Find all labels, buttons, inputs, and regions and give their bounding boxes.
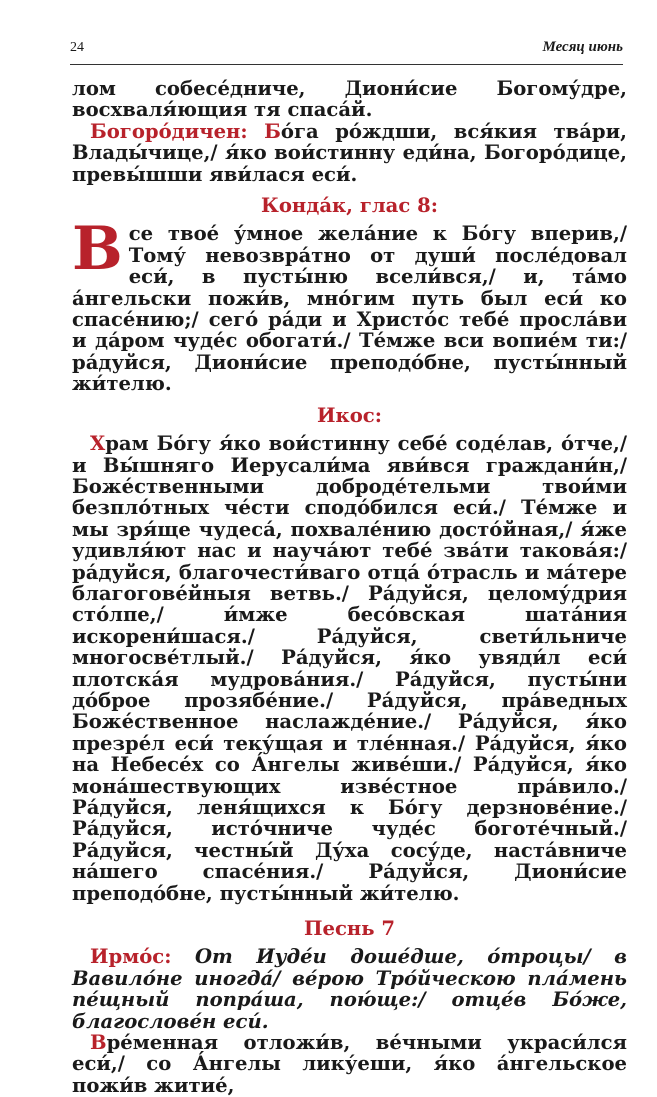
verse-initial: В	[90, 1031, 107, 1055]
ikos-heading: Икос:	[317, 403, 382, 427]
verse-paragraph	[72, 1032, 627, 1096]
irmos-text: От Иуде́и доше́дше, о́троцы/ в Вавило́не иногда́/ ве́рою Тро́йческою пла́мень пе́щный попра́ша, пою́ще:/ отце́в Бо́же, благослове́н еси́.	[72, 945, 627, 1033]
kondak-heading: Конда́к, глас 8:	[261, 194, 438, 218]
bogorodichen-text: о́га ро́ждши, вся́кия тва́ри, Влады́чице,/ я́ко вои́стинну еди́на, Богоро́дице, превы́шши яви́лася еси́.	[72, 119, 627, 186]
ikos-paragraph	[72, 433, 627, 904]
ikos-initial: Х	[90, 432, 106, 456]
kondak-text: се твое́ у́мное жела́ние к Бо́гу вперив,/ Тому́ невозвра́тно от души́ после́довал еси́, в пусты́ню всели́вся,/ и, та́мо а́нгельски пожи́в, мно́гим путь был еси́ ко спасе́нию;/ сего́ ра́ди и Христо́с тебе́ просла́ви и да́ром чуде́с обогати́./ Те́мже вси вопие́м ти:/ ра́дуйся, Диони́сие преподо́бне, пусты́нный жи́телю.	[72, 222, 627, 396]
ikos-text: рам Бо́гу я́ко вои́стинну себе́ соде́лав, о́тче,/ и Вы́шняго Иерусали́ма яви́вся граждани́н,/ Боже́ственными доброде́тельми твои́ми безпло́тных че́сти сподо́бился еси́./ Те́мже и мы зря́ще чудеса́, похвале́нию досто́йная,/ я́же удивля́ют нас и науча́ют тебе́ зва́ти такова́я:/ ра́дуйся, благочести́ваго отца́ о́трасль и ма́тере благогове́йныя ветвь./ Ра́дуйся, целому́дрия сто́лпе,/ и́мже бесо́вская шата́ния искорени́шася./ Ра́дуйся, свети́льниче многосве́тлый./ Ра́дуйся, я́ко увяди́л еси́ плотска́я мудрова́ния./ Ра́дуйся, пусты́ни до́брое прозябе́ние./ Ра́дуйся, пра́ведных Боже́ственное наслажде́ние./ Ра́дуйся, я́ко презре́л еси́ теку́щая и тле́нная./ Ра́дуйся, я́ко на Небесе́х со А́нгелы живе́ши./ Ра́дуйся, я́ко мона́шествующих изве́стное пра́вило./ Ра́дуйся, леня́щихся к Бо́гу дерзнове́ние./ Ра́дуйся, исто́чниче чуде́с боготе́чный./ Ра́дуйся, честны́й Ду́ха сосу́де, наста́вниче на́шего спасе́ния./ Ра́дуйся, Диони́сие преподо́бне, пусты́нный жи́телю.	[72, 432, 627, 905]
page-number: 24	[70, 40, 84, 55]
bogorodichen-label: Богоро́дичен: Б	[90, 119, 281, 143]
irmos-paragraph	[72, 946, 627, 1032]
kondak-paragraph	[72, 214, 627, 396]
song7-heading: Песнь 7	[304, 917, 395, 941]
verse-text: ре́менная отложи́в, ве́чными украси́лся еси́,/ со А́нгелы лику́еши, я́ко а́нгельское пожи́в житие́,	[72, 1031, 627, 1097]
text-block-1: лом собесе́дниче, Диони́сие Богому́дре, восхваля́ющия тя спаса́й.	[72, 77, 627, 122]
page-header	[70, 34, 623, 65]
page-body	[72, 78, 627, 1096]
running-title: Месяц июнь	[542, 39, 623, 55]
kondak-drop-cap: В	[72, 214, 123, 285]
bogorodichen-paragraph	[72, 121, 627, 185]
irmos-label: Ирмо́с:	[90, 945, 172, 969]
